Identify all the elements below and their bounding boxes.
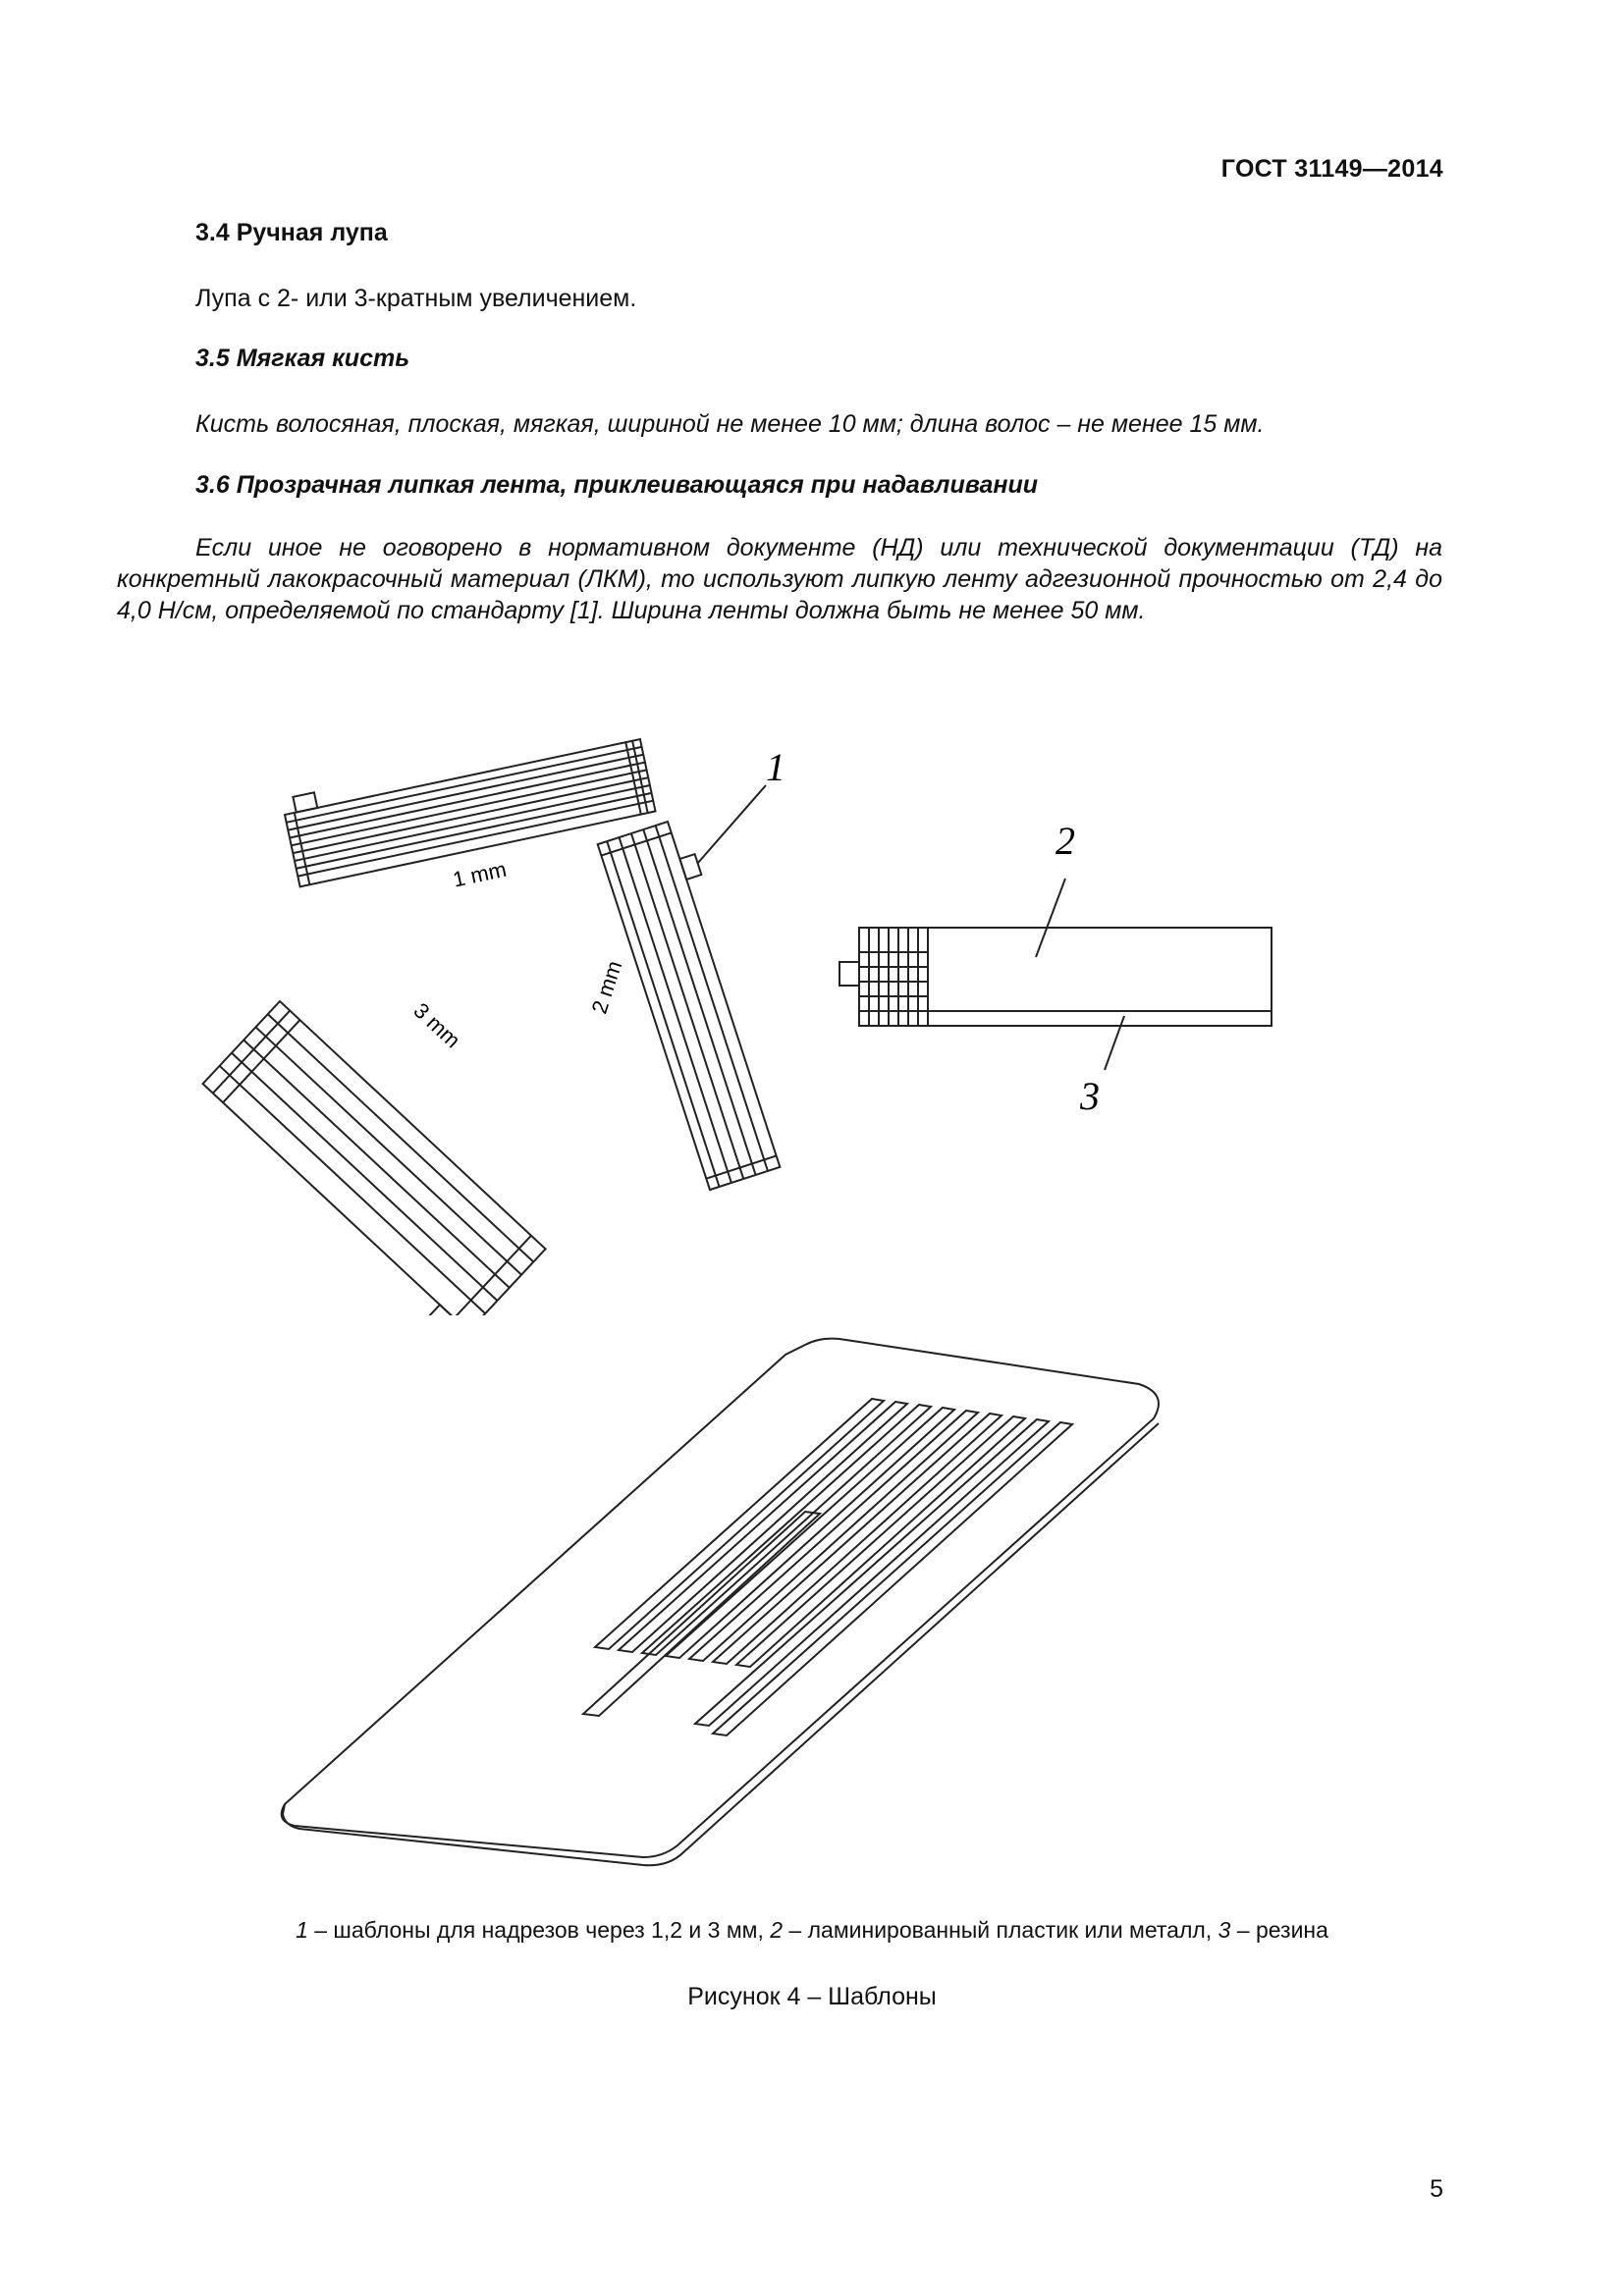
template-2mm	[598, 817, 795, 1190]
section-3-5-text: Кисть волосяная, плоская, мягкая, шириной не менее 10 мм; длина волос – не менее 15 мм.	[195, 410, 1265, 438]
figure-caption: Рисунок 4 – Шаблоны	[687, 1983, 937, 2010]
template-1mm	[282, 726, 656, 886]
legend-num-3: 3	[1218, 1917, 1231, 1943]
label-3mm: 3 mm	[408, 997, 465, 1053]
template-3mm	[192, 1001, 546, 1315]
section-3-6-text: Если иное не оговорено в нормативном документе (НД) или технической документации (ТД) на конкретный лакокрасочный материал (ЛКМ), то используют липкую ленту адгезионной прочностью от 2,4 до 4,0 Н/см, определяемой по стандарту [1]. Ширина ленты должна быть не менее 50 мм.	[117, 534, 1442, 624]
callout-2-leader	[1036, 879, 1065, 957]
callout-2: 2	[1056, 819, 1075, 863]
label-2mm: 2 mm	[586, 957, 627, 1017]
callout-3: 3	[1080, 1074, 1100, 1118]
legend-text-1: – шаблоны для надрезов через 1,2 и 3 мм,	[307, 1917, 771, 1943]
template-plate-drawing	[255, 1315, 1188, 1885]
page-number: 5	[1430, 2175, 1443, 2203]
legend-text-3: – резина	[1230, 1917, 1328, 1943]
section-3-6-heading: 3.6 Прозрачная липкая лента, приклеивающаяся при надавливании	[195, 471, 1039, 499]
legend-num-1: 1	[296, 1917, 308, 1943]
label-1mm: 1 mm	[450, 856, 509, 892]
callout-3-leader	[1105, 1016, 1124, 1070]
templates-drawing	[177, 726, 1306, 1315]
figure-legend	[0, 1917, 1624, 1944]
side-view	[839, 879, 1272, 1070]
legend-num-2: 2	[770, 1917, 784, 1943]
callout-1-leader	[697, 785, 766, 864]
document-header: ГОСТ 31149—2014	[1220, 155, 1443, 183]
legend-text-2: – ламинированный пластик или металл,	[783, 1917, 1218, 1943]
section-3-4-heading: 3.4 Ручная лупа	[195, 219, 388, 246]
section-3-5-heading: 3.5 Мягкая кисть	[195, 345, 410, 372]
section-3-4-text: Лупа с 2- или 3-кратным увеличением.	[195, 285, 637, 312]
callout-1: 1	[766, 745, 785, 789]
